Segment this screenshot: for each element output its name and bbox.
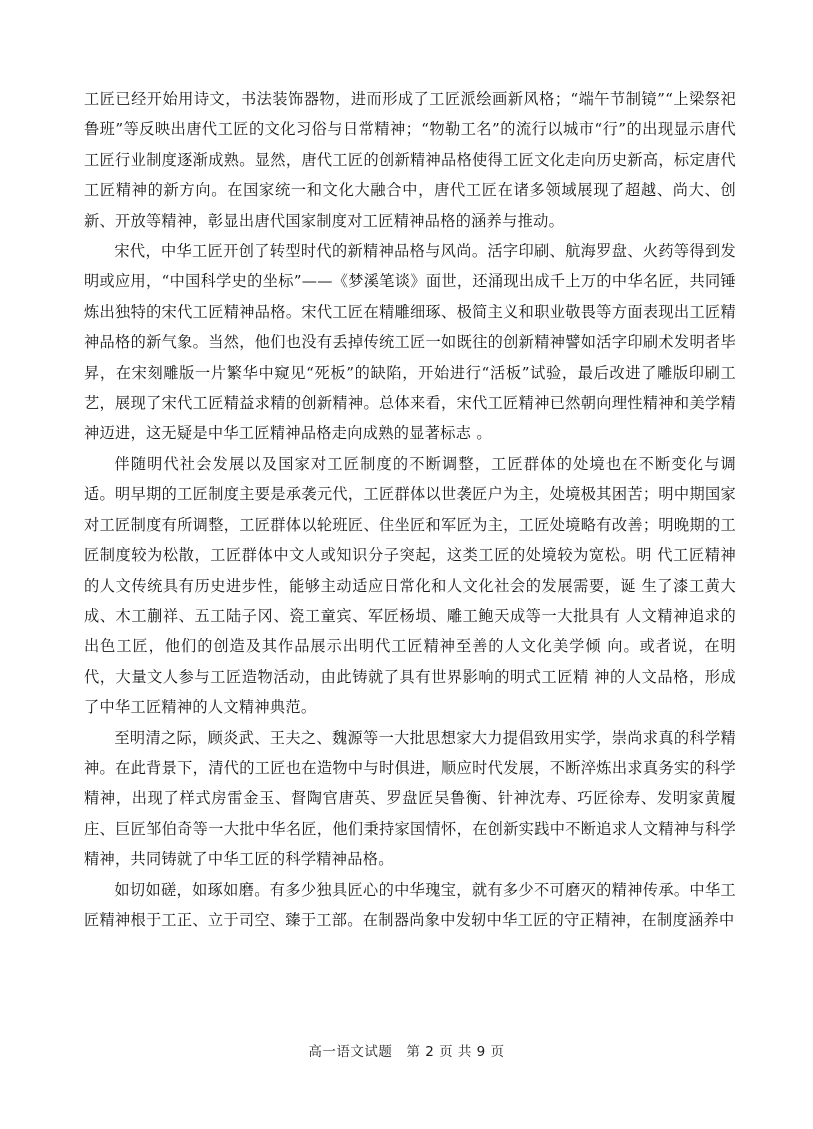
page-footer: 高一语文试题 第 2 页 共 9 页 <box>308 1044 505 1060</box>
passage-text <box>84 84 752 935</box>
paragraph-conclusion: 如切如磋，如琢如磨。有多少独具匠心的中华瑰宝，就有多少不可磨灭的精神传承。中华工匠精神根于工正、立于司空、臻于工部。在制器尚象中发轫中华工匠的守正精神，在制度涵养中 <box>84 880 736 929</box>
paragraph-tang-continued: 工匠已经开始用诗文，书法装饰器物，进而形成了工匠派绘画新风格；“端午节制镜”“上梁祭祀鲁班”等反映出唐代工匠的文化习俗与日常精神；“物勒工名”的流行以城市“行”的出现显示唐代工匠行业制度逐渐成熟。显然，唐代工匠的创新精神品格使得工匠文化走向历史新高，标定唐代工匠精神的新方向。在国家统一和文化大融合中，唐代工匠在诸多领域展现了超越、尚大、创新、开放等精神，彰显出唐代国家制度对工匠精神品格的涵养与推动。 <box>84 90 736 230</box>
paragraph-song: 宋代，中华工匠开创了转型时代的新精神品格与风尚。活字印刷、航海罗盘、火药等得到发明或应用，“中国科学史的坐标”——《梦溪笔谈》面世，还涌现出成千上万的中华名匠，共同锤炼出独特的宋代工匠精神品格。宋代工匠在精雕细琢、极简主义和职业敬畏等方面表现出工匠精神品格的新气象。当然，他们也没有丢掉传统工匠一如既往的创新精神譬如活字印刷术发明者毕昇，在宋刻雕版一片繁华中窥见“死板”的缺陷，开始进行“活板”试验，最后改进了雕版印刷工艺，展现了宋代工匠精益求精的创新精神。总体来看，宋代工匠精神已然朝向理性精神和美学精神迈进，这无疑是中华工匠精神品格走向成熟的显著标志 。 <box>84 242 736 443</box>
paragraph-ming: 伴随明代社会发展以及国家对工匠制度的不断调整，工匠群体的处境也在不断变化与调 适。明早期的工匠制度主要是承袭元代，工匠群体以世袭匠户为主，处境极其困苦；明中期国家对工匠制度有所调整，工匠群体以轮班匠、住坐匠和军匠为主，工匠处境略有改善；明晚期的工匠制度较为松散，工匠群体中文人或知识分子突起，这类工匠的处境较为宽松。明 代工匠精神的人文传统具有历史进步性，能够主动适应日常化和人文化社会的发展需要，诞 生了漆工黄大成、木工蒯祥、五工陆子冈、瓷工童宾、军匠杨埙、雕工鲍天成等一大批具有 人文精神追求的出色工匠，他们的创造及其作品展示出明代工匠精神至善的人文化美学倾 向。或者说，在明代，大量文人参与工匠造物活动，由此铸就了具有世界影响的明式工匠精 神的人文品格，形成了中华工匠精神的人文精神典范。 <box>84 454 752 717</box>
paragraph-qing: 至明清之际，顾炎武、王夫之、魏源等一大批思想家大力提倡致用实学，崇尚求真的科学精神。在此背景下，清代的工匠也在造物中与时俱进，顺应时代发展，不断淬炼出求真务实的科学精神，出现了样式房雷金玉、督陶官唐英、罗盘匠吴鲁衡、针神沈寿、巧匠徐寿、发明家黄履庄、巨匠邹伯奇等一大批中华名匠，他们秉持家国情怀，在创新实践中不断追求人文精神与科学精神，共同铸就了中华工匠的科学精神品格。 <box>84 728 736 869</box>
